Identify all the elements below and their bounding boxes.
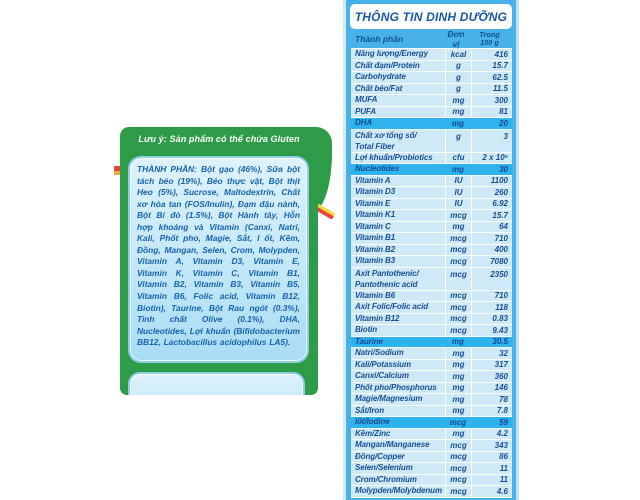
table-row (351, 210, 512, 222)
row-unit: mcg (445, 256, 471, 267)
table-row (351, 130, 512, 153)
row-value: 32 (471, 348, 512, 359)
row-value: 15.7 (471, 61, 512, 72)
table-row (351, 187, 512, 199)
row-component-name: Carbohydrate (355, 72, 406, 82)
row-unit: g (445, 72, 471, 83)
row-component-name: Nucleotides (355, 164, 400, 174)
table-row (351, 95, 512, 107)
table-row (351, 348, 512, 360)
row-component-name: Crom/Chromium (355, 474, 417, 484)
row-value: 20 (499, 118, 508, 128)
row-component-name: Magie/Magnesium (355, 394, 423, 404)
row-unit: mcg (445, 452, 471, 463)
row-component-name: Axit Folic/Folic acid (355, 302, 429, 312)
row-unit: g (445, 130, 471, 152)
nutrition-panel (343, 0, 519, 500)
row-unit: mcg (445, 233, 471, 244)
row-value: 343 (471, 440, 512, 451)
row-value: 64 (471, 222, 512, 233)
row-unit: mcg (445, 268, 471, 290)
row-value: 7.8 (471, 406, 512, 417)
table-row (351, 371, 512, 383)
row-component-name: Kẽm/Zinc (355, 428, 391, 438)
row-value: 6.92 (471, 199, 512, 210)
row-unit: mcg (449, 417, 467, 427)
row-component-name: Vitamin B1 (355, 233, 396, 243)
row-component-name: Chất béo/Fat (355, 83, 403, 93)
column-header-unit: Đơn vị (447, 29, 465, 49)
row-value: 86 (471, 452, 512, 463)
row-component-name: Vitamin K1 (355, 210, 396, 220)
row-value: 710 (471, 291, 512, 302)
row-unit: mcg (445, 245, 471, 256)
table-row (351, 222, 512, 234)
row-component-name: Kali/Potassium (355, 359, 411, 369)
table-row (351, 463, 512, 475)
table-row (351, 245, 512, 257)
row-unit: IU (445, 187, 471, 198)
row-value: 400 (471, 245, 512, 256)
row-unit: mcg (445, 486, 471, 497)
row-value: 300 (471, 95, 512, 106)
row-value: 1100 (471, 176, 512, 187)
ingredients-box (128, 156, 309, 363)
table-row (351, 325, 512, 337)
table-row (351, 268, 512, 291)
row-component-name: Phốt pho/Phosphorus (355, 382, 437, 392)
table-row (351, 417, 512, 429)
nutrition-table-header (351, 30, 512, 48)
row-value: 710 (471, 233, 512, 244)
row-unit: mcg (445, 302, 471, 313)
row-value: 9.43 (471, 325, 512, 336)
row-component-name: MUFA (355, 95, 378, 105)
row-component-name: Canxi/Calcium (355, 371, 409, 381)
row-value: 4.6 (471, 486, 512, 497)
row-unit: mg (445, 383, 471, 394)
table-row (351, 440, 512, 452)
table-row (351, 291, 512, 303)
column-header-amount-line2: 100 g (480, 38, 499, 47)
row-component-name: Selen/Selenium (355, 463, 413, 473)
table-row (351, 337, 512, 349)
row-value: 4.2 (471, 429, 512, 440)
row-component-name: Iốt/Iodine (355, 417, 390, 427)
ingredients-panel (120, 127, 318, 395)
gluten-notice: Lưu ý: Sản phẩm có thể chứa Gluten (138, 134, 300, 144)
nutrition-table-body (351, 48, 512, 498)
row-unit: mg (445, 348, 471, 359)
row-component-name: Vitamin B12 (355, 313, 400, 323)
row-component-name: Lợi khuẩn/Probiotics (355, 152, 433, 162)
table-row (351, 406, 512, 418)
row-unit: IU (445, 199, 471, 210)
row-unit: cfu (445, 153, 471, 164)
row-unit: mg (452, 337, 464, 347)
row-unit: mg (445, 95, 471, 106)
row-unit: mg (445, 371, 471, 382)
row-unit: mcg (445, 440, 471, 451)
row-component-name: DHA (355, 118, 373, 128)
row-component-name: Vitamin C (355, 221, 391, 231)
table-row (351, 302, 512, 314)
row-unit: mcg (445, 210, 471, 221)
table-row (351, 256, 512, 268)
row-unit: mcg (445, 475, 471, 486)
row-unit: mcg (445, 291, 471, 302)
row-unit: mg (445, 406, 471, 417)
table-row (351, 49, 512, 61)
row-component-name: Taurine (355, 336, 383, 346)
table-row (351, 475, 512, 487)
row-unit: mcg (445, 314, 471, 325)
row-value: 118 (471, 302, 512, 313)
table-row (351, 452, 512, 464)
row-component-name: Vitamin B3 (355, 256, 396, 266)
row-component-name: Chất đạm/Protein (355, 60, 420, 70)
row-component-name: Đồng/Copper (355, 451, 405, 461)
ingredients-text: THÀNH PHẦN: Bột gạo (46%), Sữa bột tách béo (19%), Béo thực vật, Bột thịt Heo (5%), Sucrose, Maltodextrin, Chất xơ hòa tan (FOS/Inulin), Đạm đậu nành, Bột Bí đỏ (1.5%), Bột Hành tây, Hỗn hợp khoáng và Vitamin (Canxi, Natri, Kali, Phốt pho, Magie, Sắt, I ốt, Kẽm, Đồng, Mangan, Selen, Crom, Molypden, Vitamin A, Vitamin D3, Vitamin E, Vitamin K, Vitamin C, Vitamin B1, Vitamin B2, Vitamin B3, Vitamin B5, Vitamin B6, Folic acid, Vitamin B12, Biotin), Taurine, Bột Rau ngót (0.3%), Tinh chất Olive (0.1%), DHA, Nucleotides, Lợi khuẩn (Bifidobacterium BB12, Lactobacillus acidophilus LA5). (137, 164, 300, 348)
table-row (351, 486, 512, 498)
row-value: 30 (499, 164, 508, 174)
row-value: 146 (471, 383, 512, 394)
row-value: 78 (471, 394, 512, 405)
row-component-name: Molypden/Molybdenum (355, 486, 442, 496)
row-value: 2 x 10⁸ (471, 153, 512, 164)
row-value: 260 (471, 187, 512, 198)
table-row (351, 233, 512, 245)
row-component-name: Chất xơ tổng số/ Total Fiber (355, 131, 417, 151)
row-component-name: Vitamin E (355, 198, 391, 208)
row-value: 11 (471, 463, 512, 474)
row-unit: kcal (445, 49, 471, 60)
row-unit: mg (445, 360, 471, 371)
row-component-name: Vitamin A (355, 175, 391, 185)
table-row (351, 72, 512, 84)
row-unit: mg (445, 394, 471, 405)
table-row (351, 176, 512, 188)
row-value: 15.7 (471, 210, 512, 221)
row-unit: mcg (445, 325, 471, 336)
row-value: 11 (471, 475, 512, 486)
row-unit: IU (445, 176, 471, 187)
row-component-name: Vitamin B2 (355, 244, 396, 254)
row-component-name: PUFA (355, 106, 376, 116)
table-row (351, 429, 512, 441)
row-unit: mg (445, 429, 471, 440)
row-component-name: Năng lượng/Energy (355, 49, 428, 59)
row-value: 360 (471, 371, 512, 382)
row-value: 7080 (471, 256, 512, 267)
table-row (351, 394, 512, 406)
row-component-name: Vitamin D3 (355, 187, 396, 197)
nutrition-title: THÔNG TIN DINH DƯỠNG (350, 4, 512, 29)
row-value: 2350 (471, 268, 512, 290)
row-component-name: Natri/Sodium (355, 348, 404, 358)
table-row (351, 199, 512, 211)
row-unit: mcg (445, 463, 471, 474)
row-component-name: Vitamin B6 (355, 290, 396, 300)
row-unit: g (445, 84, 471, 95)
row-value: 317 (471, 360, 512, 371)
column-header-amount-line1: Trong (479, 29, 500, 39)
secondary-box-partial (128, 372, 305, 395)
row-value: 3 (471, 130, 512, 152)
row-unit: mg (452, 164, 464, 174)
row-value: 62.5 (471, 72, 512, 83)
row-component-name: Mangan/Manganese (355, 440, 430, 450)
row-value: 0.83 (471, 314, 512, 325)
row-value: 81 (471, 107, 512, 118)
row-value: 416 (471, 49, 512, 60)
table-row (351, 118, 512, 130)
column-header-amount (469, 31, 512, 47)
row-unit: g (445, 61, 471, 72)
table-row (351, 383, 512, 395)
row-component-name: Biotin (355, 325, 378, 335)
row-component-name: Sắt/Iron (355, 405, 384, 415)
table-row (351, 61, 512, 73)
row-unit: mg (452, 118, 464, 128)
row-value: 59 (499, 417, 508, 427)
table-row (351, 314, 512, 326)
table-row (351, 164, 512, 176)
table-row (351, 84, 512, 96)
table-row (351, 153, 512, 165)
row-unit: mg (445, 222, 471, 233)
table-row (351, 107, 512, 119)
row-value: 30.5 (492, 337, 508, 347)
row-component-name: Axit Pantothenic/ Pantothenic acid (355, 269, 419, 289)
row-value: 11.5 (471, 84, 512, 95)
table-row (351, 360, 512, 372)
row-unit: mg (445, 107, 471, 118)
column-header-component: Thành phần (355, 34, 404, 44)
